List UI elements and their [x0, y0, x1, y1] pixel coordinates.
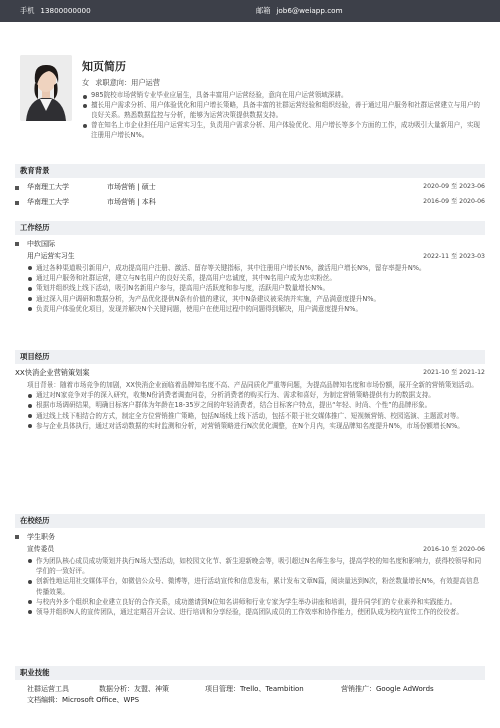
education-row [15, 180, 485, 195]
project-bullet: 参与企业具体执行，通过对活动数据的实时监测和分析，对营销策略进行N次优化调整，在N个月内，实现品牌知名度提升N%，市场份额增长N%。 [27, 421, 485, 431]
email-address: job6@weiapp.com [276, 5, 343, 15]
email-contact [256, 6, 343, 16]
project-bullet: 通过对N家竞争对手的深入研究，收集N份消费者调查问卷，分析消费者的购买行为、需求和喜好，为制定营销策略提供有力的数据支持。 [27, 390, 485, 400]
major-degree: 市场营销 | 本科 [107, 198, 156, 207]
square-bullet-icon [15, 201, 19, 205]
skill-item: 社群运营工具 [27, 685, 69, 693]
school-name: 华南理工大学 [27, 183, 69, 192]
skills-row [15, 684, 485, 695]
company-row [15, 237, 485, 251]
school-name: 华南理工大学 [27, 198, 69, 207]
work-bullets [15, 263, 485, 314]
campus-section [15, 514, 485, 617]
phone-label: 手机 [20, 5, 35, 15]
work-bullet: 策划并组织线上线下活动，吸引N名新用户参与，提高用户活跃度和参与度，活跃用户数量增长N%。 [27, 283, 485, 293]
summary-item: 985院校市场营销专业毕业应届生，具备丰富用户运营经验，意向在用户运营领域深耕。 [82, 91, 482, 101]
gender: 女 [82, 77, 90, 87]
company-name: 中软国际 [27, 239, 55, 248]
skills-section [15, 666, 485, 705]
project-date: 2021-10 至 2021-12 [423, 368, 485, 376]
campus-role: 宣传委员 [27, 545, 55, 554]
education-section [15, 164, 485, 210]
project-head [15, 366, 485, 380]
education-title: 教育背景 [15, 164, 485, 178]
project-section [15, 350, 485, 431]
skills-row [15, 695, 485, 706]
intent-row [82, 78, 482, 88]
work-bullet: 通过用户服务和社群运营，建立与N名用户的良好关系，提高用户忠诚度，其中N名用户成为忠实粉丝。 [27, 273, 485, 283]
summary-list [82, 91, 482, 140]
campus-org-row [15, 530, 485, 544]
project-title: 项目经历 [15, 350, 485, 364]
skill-item: 文档编辑：Microsoft Office、WPS [27, 695, 140, 704]
avatar-photo [20, 55, 72, 121]
intent-label: 求职意向： [95, 77, 132, 87]
project-name: XX快消企业营销策划案 [15, 367, 90, 377]
square-bullet-icon [15, 186, 19, 190]
project-bullet: 通过线上线下相结合的方式，制定全方位营销推广策略，包括N场线上线下活动，包括不限于社交媒体推广、短视频营销、校园巡演、主题派对等。 [27, 411, 485, 421]
education-date: 2020-09 至 2023-06 [423, 183, 485, 190]
campus-org: 学生职务 [27, 532, 55, 541]
work-bullet: 通过深入用户调研和数据分析，为产品优化提供N条有价值的建议，其中N条建议被采纳并实施，产品满意度提升N%。 [27, 294, 485, 304]
major-degree: 市场营销 | 硕士 [107, 183, 156, 192]
project-description: 项目背景：随着市场竞争的加剧，XX快消企业面临着品牌知名度不高、产品同质化严重等问题，为提高品牌知名度和市场份额，展开全新的营销策划活动。 [27, 381, 478, 389]
skills-title: 职业技能 [15, 666, 485, 680]
intent-value: 用户运营 [131, 77, 160, 87]
job-role: 用户运营实习生 [27, 252, 75, 261]
campus-title: 在校经历 [15, 514, 485, 528]
campus-role-row [15, 544, 485, 556]
skill-item: 项目管理：Trello、Teambition [205, 685, 304, 693]
project-bullet: 根据市场调研结果，明确目标客户群体为年龄在18-35岁之间的年轻消费者，结合目标客户特点，提出“年轻、时尚、个性”的品牌形象。 [27, 400, 485, 410]
project-bullets [15, 390, 485, 431]
summary-item: 擅长用户需求分析、用户体验优化和用户增长策略，具备丰富的社群运营经验和组织经验，善于通过用户服务和社群运营建立与用户的良好关系。熟悉数据监控与分析，能够为运营决策提供数据支持。 [82, 101, 482, 121]
campus-bullet: 与校内外多个组织和企业建立良好的合作关系，成功邀请到N位知名讲师和行业专家为学生举办讲座和培训，提升同学们的专业素养和实践能力。 [27, 597, 485, 607]
summary-item: 曾在知名上市企业担任用户运营实习生，负责用户需求分析、用户体验优化、用户增长等多个方面的工作，成功吸引大量新用户，实现注册用户增长N%。 [82, 121, 482, 141]
campus-date: 2016-10 至 2020-06 [423, 545, 485, 553]
work-section [15, 221, 485, 314]
campus-bullet: 创新性地运用社交媒体平台，如微信公众号、微博等，进行活动宣传和信息发布，累计发布文章N篇，阅读量达到N次，粉丝数量增长N%，有效提高信息传播效果。 [27, 576, 485, 596]
work-date: 2022-11 至 2023-03 [423, 252, 485, 260]
role-row [15, 251, 485, 263]
contact-bar [0, 0, 500, 22]
square-bullet-icon [15, 535, 19, 539]
phone-number: 13800000000 [40, 5, 91, 15]
skill-item: 数据分析：友盟、神策 [99, 685, 169, 693]
square-bullet-icon [15, 242, 19, 246]
education-row [15, 195, 485, 210]
work-bullet: 负责用户体验优化项目，发现并解决N个关键问题，使用户在使用过程中的问题得到解决，用户满意度提升N%。 [27, 304, 485, 314]
work-bullet: 通过各种渠道吸引新用户，成功提高用户注册、激活、留存等关键指标，其中注册用户增长N%，激活用户增长N%，留存率提升N%。 [27, 263, 485, 273]
campus-bullet: 作为团队核心成员成功策划并执行N场大型活动，如校园文化节、新生迎新晚会等，吸引超过N名师生参与，提高学校的知名度和影响力，获得校领导和同学们的一致好评。 [27, 556, 485, 576]
campus-bullet: 领导并组织N人的宣传团队，通过定期召开会议、进行培训和分享经验，提高团队成员的工作效率和协作能力，使团队成为校内宣传工作的佼佼者。 [27, 607, 485, 617]
candidate-name: 知页简历 [82, 60, 126, 73]
profile-info [82, 59, 482, 141]
skill-item: 营销推广：Google AdWords [341, 685, 434, 693]
campus-bullets [15, 556, 485, 617]
phone-contact [20, 6, 256, 16]
education-date: 2016-09 至 2020-06 [423, 198, 485, 205]
email-label: 邮箱 [256, 5, 271, 15]
work-title: 工作经历 [15, 221, 485, 235]
